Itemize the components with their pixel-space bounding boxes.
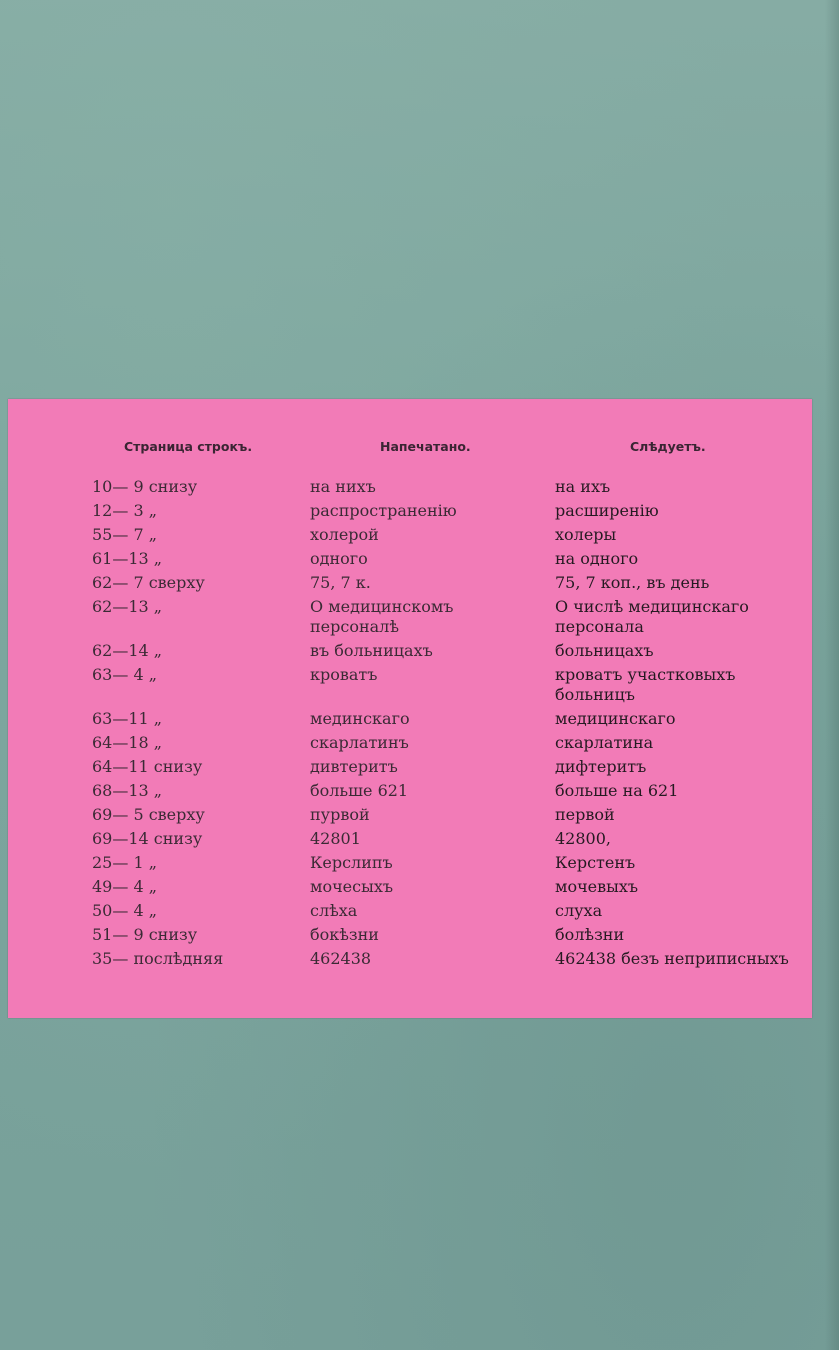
page-line-cell: 10— 9 снизу [92, 477, 198, 496]
errata-row [8, 549, 812, 573]
should-be-cell: больше на 621 [555, 781, 679, 800]
printed-cell: въ больницахъ [310, 641, 433, 660]
errata-row [8, 573, 812, 597]
errata-row [8, 709, 812, 733]
printed-cell: скарлатинъ [310, 733, 409, 752]
should-be-cell: расширенію [555, 501, 659, 520]
printed-cell: мединскаго [310, 709, 410, 728]
errata-row [8, 949, 812, 993]
page-line-cell: 69—14 снизу [92, 829, 203, 848]
printed-cell: 462438 [310, 949, 372, 968]
page-line-cell: 55— 7 „ [92, 525, 157, 544]
should-be-cell: слуха [555, 901, 603, 920]
errata-row [8, 757, 812, 781]
printed-cell: слѣха [310, 901, 358, 920]
page-line-cell: 61—13 „ [92, 549, 163, 568]
should-be-cell: О числѣ медицинскаго персонала [555, 597, 749, 636]
printed-cell: на нихъ [310, 477, 376, 496]
page-line-cell: 69— 5 сверху [92, 805, 205, 824]
errata-row [8, 781, 812, 805]
page-line-cell: 63— 4 „ [92, 665, 157, 684]
should-be-cell: Керстенъ [555, 853, 636, 872]
page-line-cell: 62—13 „ [92, 597, 163, 616]
printed-cell: распространенію [310, 501, 457, 520]
printed-cell: холерой [310, 525, 379, 544]
errata-row [8, 901, 812, 925]
printed-cell: мочесыхъ [310, 877, 394, 896]
header-page-line: Страница строкъ. [124, 439, 253, 454]
errata-row [8, 665, 812, 709]
should-be-cell: на одного [555, 549, 639, 568]
errata-row [8, 733, 812, 757]
should-be-cell: медицинскаго [555, 709, 676, 728]
should-be-cell: 42800, [555, 829, 611, 848]
errata-row [8, 641, 812, 665]
page-line-cell: 25— 1 „ [92, 853, 157, 872]
header-printed: Напечатано. [380, 439, 471, 454]
should-be-cell: 75, 7 коп., въ день [555, 573, 710, 592]
should-be-cell: кроватъ участковыхъ больницъ [555, 665, 736, 704]
should-be-cell: мочевыхъ [555, 877, 639, 896]
errata-row [8, 853, 812, 877]
errata-row [8, 829, 812, 853]
printed-cell: одного [310, 549, 368, 568]
errata-row [8, 525, 812, 549]
errata-rows [8, 477, 812, 993]
printed-cell: Керслипъ [310, 853, 393, 872]
printed-cell: бокѣзни [310, 925, 379, 944]
errata-row [8, 477, 812, 501]
should-be-cell: холеры [555, 525, 617, 544]
printed-cell: 42801 [310, 829, 361, 848]
printed-cell: кроватъ [310, 665, 378, 684]
page-line-cell: 64—11 снизу [92, 757, 203, 776]
page-line-cell: 51— 9 снизу [92, 925, 198, 944]
errata-header [8, 439, 812, 461]
should-be-cell: на ихъ [555, 477, 611, 496]
errata-row [8, 877, 812, 901]
printed-cell: 75, 7 к. [310, 573, 371, 592]
printed-cell: пурвой [310, 805, 370, 824]
errata-row [8, 597, 812, 641]
page-line-cell: 63—11 „ [92, 709, 163, 728]
page-line-cell: 62—14 „ [92, 641, 163, 660]
page-line-cell: 49— 4 „ [92, 877, 157, 896]
printed-cell: больше 621 [310, 781, 409, 800]
should-be-cell: больницахъ [555, 641, 654, 660]
page-line-cell: 35— послѣдняя [92, 949, 224, 968]
errata-row [8, 805, 812, 829]
printed-cell: О медицинскомъ персоналѣ [310, 597, 454, 636]
errata-slip [8, 399, 812, 1018]
page-line-cell: 50— 4 „ [92, 901, 157, 920]
page-line-cell: 68—13 „ [92, 781, 163, 800]
should-be-cell: скарлатина [555, 733, 654, 752]
should-be-cell: дифтеритъ [555, 757, 647, 776]
should-be-cell: 462438 безъ неприписныхъ [555, 949, 789, 968]
page-line-cell: 64—18 „ [92, 733, 163, 752]
page-line-cell: 12— 3 „ [92, 501, 157, 520]
errata-row [8, 501, 812, 525]
cover-edge [825, 0, 839, 1350]
header-should-be: Слѣдуетъ. [630, 439, 706, 454]
should-be-cell: болѣзни [555, 925, 625, 944]
should-be-cell: первой [555, 805, 615, 824]
printed-cell: дивтеритъ [310, 757, 398, 776]
errata-row [8, 925, 812, 949]
page-line-cell: 62— 7 сверху [92, 573, 205, 592]
